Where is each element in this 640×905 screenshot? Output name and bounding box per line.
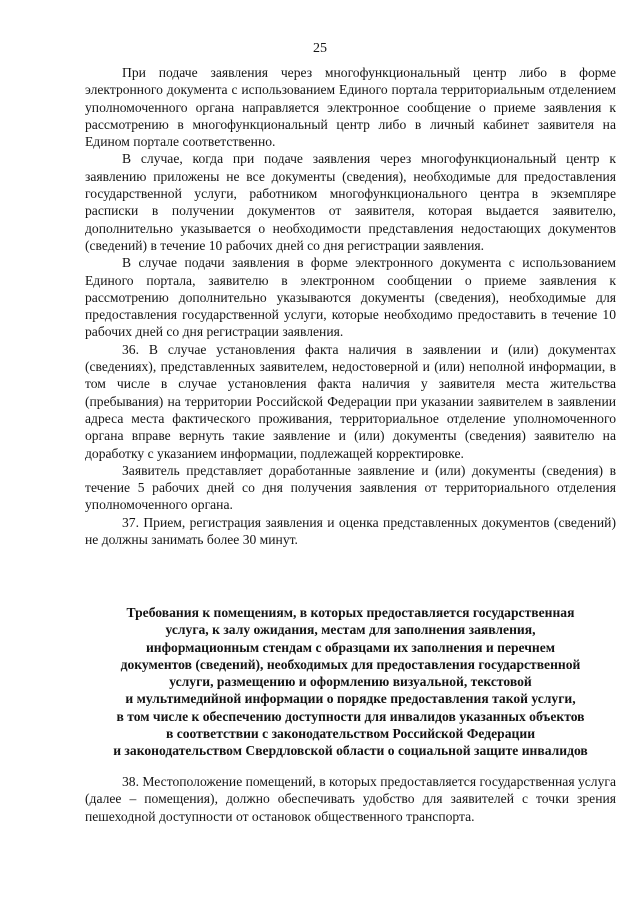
paragraph-item-37: 37. Прием, регистрация заявления и оценка представленных документов (сведений) не должны занимать более 30 минут. — [85, 514, 616, 548]
page-number: 25 — [313, 41, 327, 56]
section-heading — [85, 604, 616, 760]
paragraph-item-36: 36. В случае установления факта наличия в заявлении и (или) документах (сведениях), представленных заявителем, недостоверной и (или) неполной информации, в том числе в случае установления факта наличия у заявителя места жительства (пребывания) на территории Российской Федерации при указании заявителем в заявлении адреса места фактического проживания, территориальное отделение уполномоченного органа вправе вернуть такие заявление и (или) документы (сведения) заявителю на доработку с указанием информации, подлежащей корректировке. — [85, 341, 616, 461]
heading-line: и законодательством Свердловской области о социальной защите инвалидов — [113, 743, 588, 759]
paragraph: В случае подачи заявления в форме электронного документа с использованием Единого портала, заявителю в электронном сообщении о приеме заявления к рассмотрению дополнительно указываются документы (сведения), необходимые для предоставления государственной услуги, которые необходимо предоставить в течение 10 рабочих дней со дня регистрации заявления. — [85, 255, 616, 340]
paragraph: При подаче заявления через многофункциональный центр либо в форме электронного документа с использованием Единого портала территориальным отделением уполномоченного органа направляется электронное сообщение о приеме заявления к рассмотрению в многофункциональный центр либо в личный кабинет заявителя на Едином портале соответственно. — [85, 65, 616, 150]
heading-line: и мультимедийной информации о порядке предоставления такой услуги, — [125, 691, 576, 707]
heading-line: информационным стендам с образцами их заполнения и перечнем — [145, 639, 556, 655]
body-text-top — [85, 64, 616, 548]
paragraph-item-38: 38. Местоположение помещений, в которых предоставляется государственная услуга (далее – помещения), должно обеспечивать удобство для заявителей с точки зрения пешеходной доступности от остановок общественного транспорта. — [85, 774, 616, 824]
heading-line: в соответствии с законодательством Российской Федерации — [165, 726, 536, 742]
heading-line: услуги, размещению и оформлению визуальной, текстовой — [169, 674, 532, 690]
heading-line: в том числе к обеспечению доступности для инвалидов указанных объектов — [116, 708, 585, 724]
heading-line: Требования к помещениям, в которых предоставляется государственная — [126, 605, 575, 620]
paragraph: В случае, когда при подаче заявления через многофункциональный центр к заявлению приложены не все документы (сведения), необходимые для предоставления государственной услуги, работником многофункционального центра в экземпляре расписки в получении документов от заявителя, которая выдается заявителю, дополнительно указывается о необходимости представления недостающих документов (сведений) в течение 10 рабочих дней со дня регистрации заявления. — [85, 151, 616, 253]
body-text-bottom — [85, 773, 616, 825]
heading-line: услуга, к залу ожидания, местам для заполнения заявления, — [165, 622, 536, 638]
paragraph: Заявитель представляет доработанные заявление и (или) документы (сведения) в течение 5 рабочих дней со дня получения заявления от территориального отделения уполномоченного органа. — [85, 462, 616, 513]
heading-line: документов (сведений), необходимых для предоставления государственной — [120, 656, 581, 672]
